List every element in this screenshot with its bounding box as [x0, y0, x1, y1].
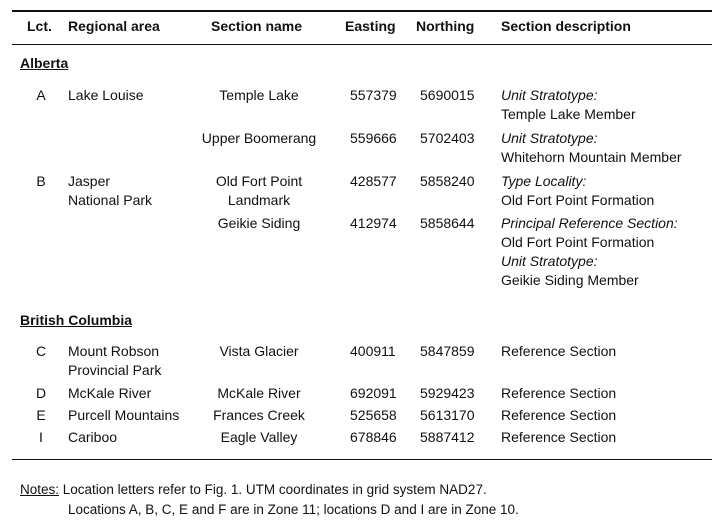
notes-line-1 — [20, 480, 487, 499]
section-name: Old Fort Point — [215, 173, 303, 189]
notes-line-2: Locations A, B, C, E and F are in Zone 11; locations D and I are in Zone 10. — [68, 502, 519, 517]
province-heading: British Columbia — [20, 312, 133, 328]
easting-value: 400911 — [350, 343, 396, 359]
northing-value: 5847859 — [420, 343, 475, 359]
section-description: Unit Stratotype: — [501, 253, 598, 269]
section-name: Upper Boomerang — [201, 130, 317, 146]
section-name: McKale River — [217, 385, 301, 401]
section-description: Principal Reference Section: — [501, 215, 678, 231]
section-name: Eagle Valley — [220, 429, 298, 445]
northing-value: 5702403 — [420, 130, 475, 146]
northing-value: 5858644 — [420, 215, 475, 231]
section-description: Unit Stratotype: — [501, 130, 598, 146]
section-description: Old Fort Point Formation — [501, 234, 655, 250]
location-letter: C — [35, 343, 47, 359]
regional-area: Provincial Park — [68, 362, 162, 378]
section-description: Unit Stratotype: — [501, 87, 598, 103]
section-name: Landmark — [227, 192, 291, 208]
location-letter: B — [36, 173, 46, 189]
province-heading: Alberta — [20, 55, 69, 71]
regional-area: Cariboo — [68, 429, 118, 445]
easting-value: 559666 — [350, 130, 397, 146]
header-lct: Lct. — [27, 18, 52, 34]
header-section-description: Section description — [501, 18, 631, 34]
easting-value: 678846 — [350, 429, 397, 445]
regional-area: National Park — [68, 192, 153, 208]
regional-area: Jasper — [68, 173, 111, 189]
notes-label: Notes: — [20, 482, 60, 497]
section-name: Frances Creek — [213, 407, 305, 423]
section-description: Temple Lake Member — [501, 106, 636, 122]
section-description: Reference Section — [501, 429, 617, 445]
northing-value: 5613170 — [420, 407, 475, 423]
section-description: Reference Section — [501, 343, 617, 359]
header-rule — [12, 44, 712, 45]
northing-value: 5858240 — [420, 173, 475, 189]
easting-value: 412974 — [350, 215, 397, 231]
easting-value: 525658 — [350, 407, 397, 423]
header-northing: Northing — [416, 18, 475, 34]
location-letter: I — [39, 429, 43, 445]
header-regional-area: Regional area — [68, 18, 160, 34]
northing-value: 5929423 — [420, 385, 475, 401]
header-easting: Easting — [345, 18, 396, 34]
location-letter: E — [36, 407, 46, 423]
section-description: Geikie Siding Member — [501, 272, 639, 288]
regional-area: Purcell Mountains — [68, 407, 180, 423]
easting-value: 428577 — [350, 173, 397, 189]
section-name: Temple Lake — [219, 87, 299, 103]
regional-area: McKale River — [68, 385, 152, 401]
easting-value: 557379 — [350, 87, 397, 103]
section-name: Geikie Siding — [217, 215, 301, 231]
location-letter: D — [35, 385, 47, 401]
section-description: Whitehorn Mountain Member — [501, 149, 682, 165]
northing-value: 5690015 — [420, 87, 475, 103]
top-rule — [12, 10, 712, 12]
regional-area: Lake Louise — [68, 87, 144, 103]
header-section-name: Section name — [211, 18, 303, 34]
section-description: Old Fort Point Formation — [501, 192, 655, 208]
section-description: Reference Section — [501, 385, 617, 401]
easting-value: 692091 — [350, 385, 397, 401]
section-description: Type Locality: — [501, 173, 587, 189]
notes-text: Location letters refer to Fig. 1. UTM coordinates in grid system NAD27. — [59, 482, 487, 497]
northing-value: 5887412 — [420, 429, 475, 445]
location-letter: A — [36, 87, 46, 103]
regional-area: Mount Robson — [68, 343, 160, 359]
section-description: Reference Section — [501, 407, 617, 423]
bottom-rule — [12, 459, 712, 460]
section-name: Vista Glacier — [219, 343, 299, 359]
